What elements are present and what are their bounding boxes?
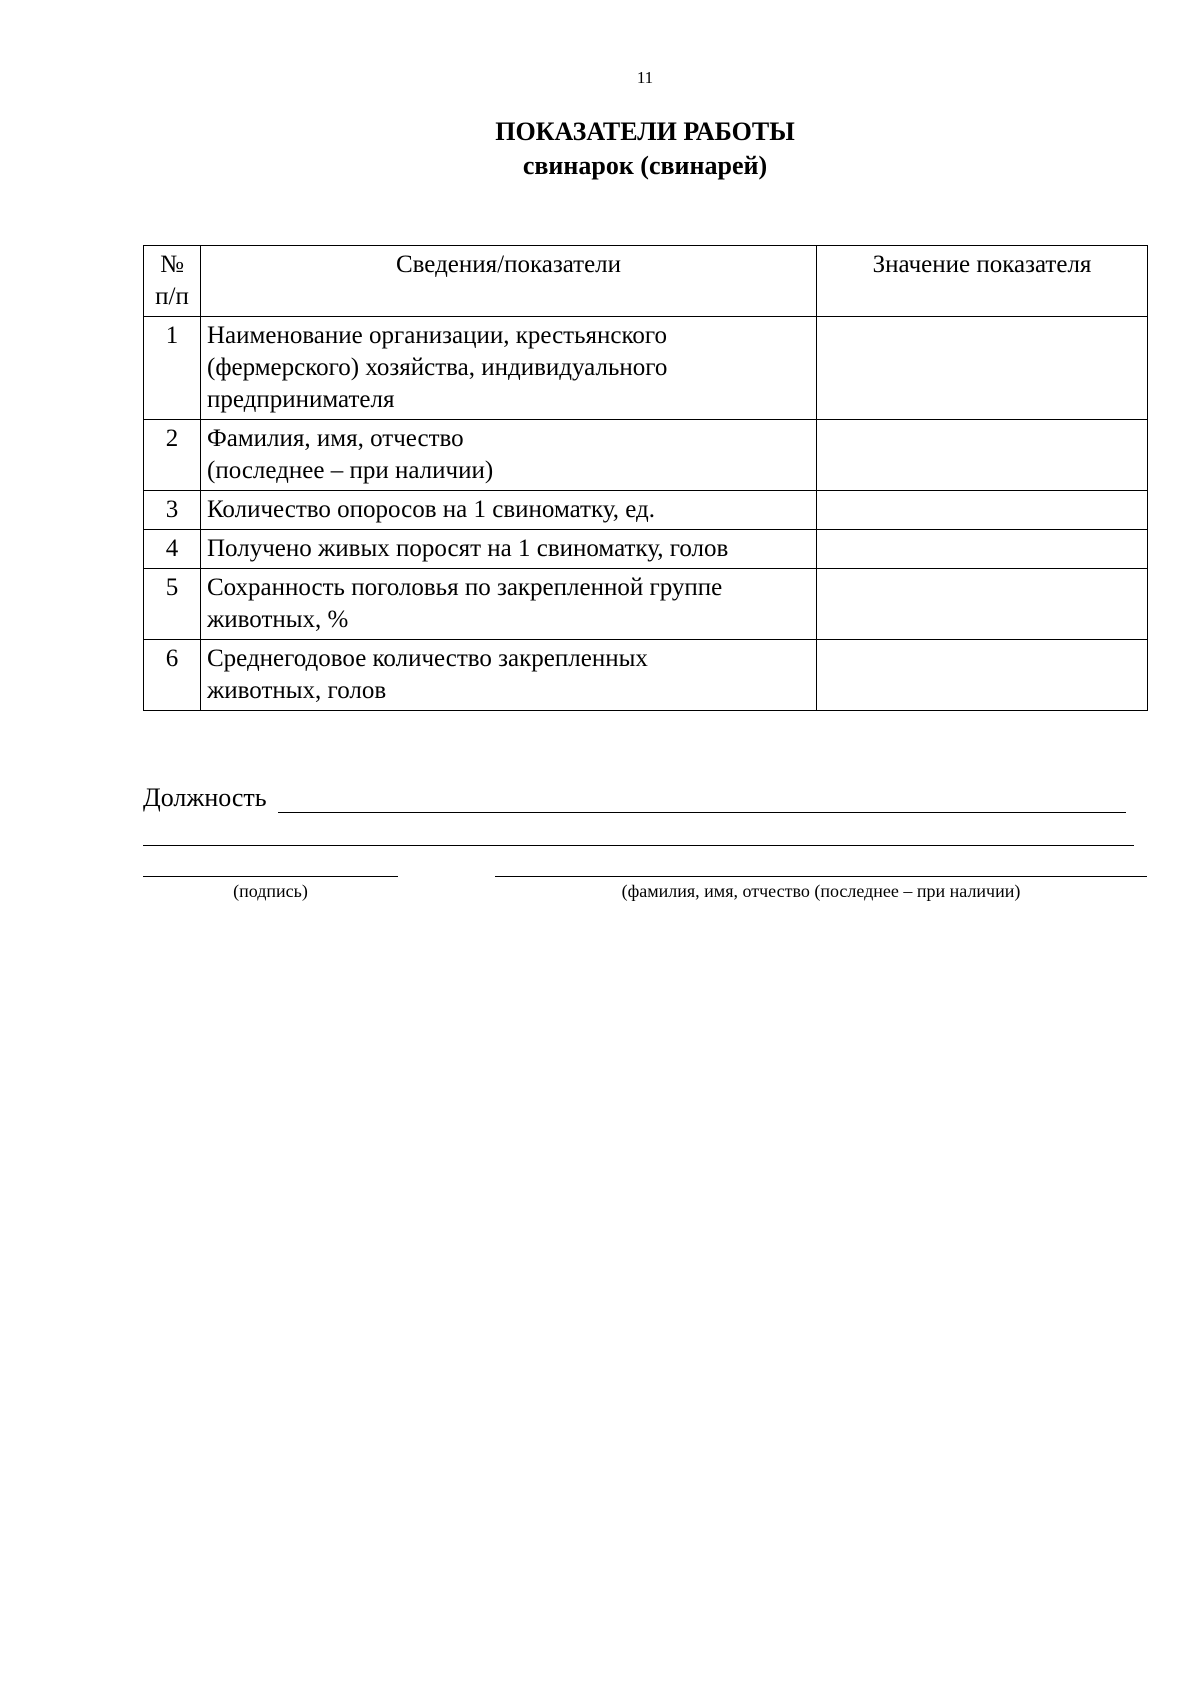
row-value	[817, 530, 1148, 569]
table-header-row	[144, 246, 1148, 317]
row-indicator: Наименование организации, крестьянского (фермерского) хозяйства, индивидуального предпринимателя	[201, 317, 817, 420]
table-row	[144, 640, 1148, 711]
row-number: 5	[144, 569, 201, 640]
table-row	[144, 530, 1148, 569]
row-indicator: Среднегодовое количество закрепленных животных, голов	[201, 640, 817, 711]
row-value	[817, 640, 1148, 711]
row-value	[817, 569, 1148, 640]
row-number: 4	[144, 530, 201, 569]
row-indicator: Получено живых поросят на 1 свиноматку, голов	[201, 530, 817, 569]
row-indicator: Фамилия, имя, отчество (последнее – при наличии)	[201, 420, 817, 491]
indicators-table	[143, 245, 1148, 711]
signature-line	[143, 876, 398, 877]
row-value	[817, 491, 1148, 530]
row-number: 2	[144, 420, 201, 491]
position-fill-line	[278, 812, 1126, 813]
table-row	[144, 420, 1148, 491]
table-row	[144, 317, 1148, 420]
header-number: № п/п	[144, 246, 201, 317]
row-indicator: Сохранность поголовья по закрепленной группе животных, %	[201, 569, 817, 640]
row-number: 3	[144, 491, 201, 530]
position-fill-line-2	[143, 845, 1134, 846]
page-number: 11	[636, 68, 654, 87]
position-label: Должность	[143, 783, 267, 812]
table-row	[144, 491, 1148, 530]
row-value	[817, 317, 1148, 420]
header-value: Значение показателя	[817, 246, 1148, 317]
document-title: ПОКАЗАТЕЛИ РАБОТЫ	[495, 117, 795, 146]
signature-caption: (подпись)	[233, 881, 308, 901]
row-value	[817, 420, 1148, 491]
document-subtitle: свинарок (свинарей)	[522, 151, 768, 180]
row-indicator: Количество опоросов на 1 свиноматку, ед.	[201, 491, 817, 530]
row-number: 1	[144, 317, 201, 420]
table-row	[144, 569, 1148, 640]
fio-line	[495, 876, 1147, 877]
fio-caption: (фамилия, имя, отчество (последнее – при наличии)	[621, 881, 1021, 901]
row-number: 6	[144, 640, 201, 711]
header-indicator: Сведения/показатели	[201, 246, 817, 317]
